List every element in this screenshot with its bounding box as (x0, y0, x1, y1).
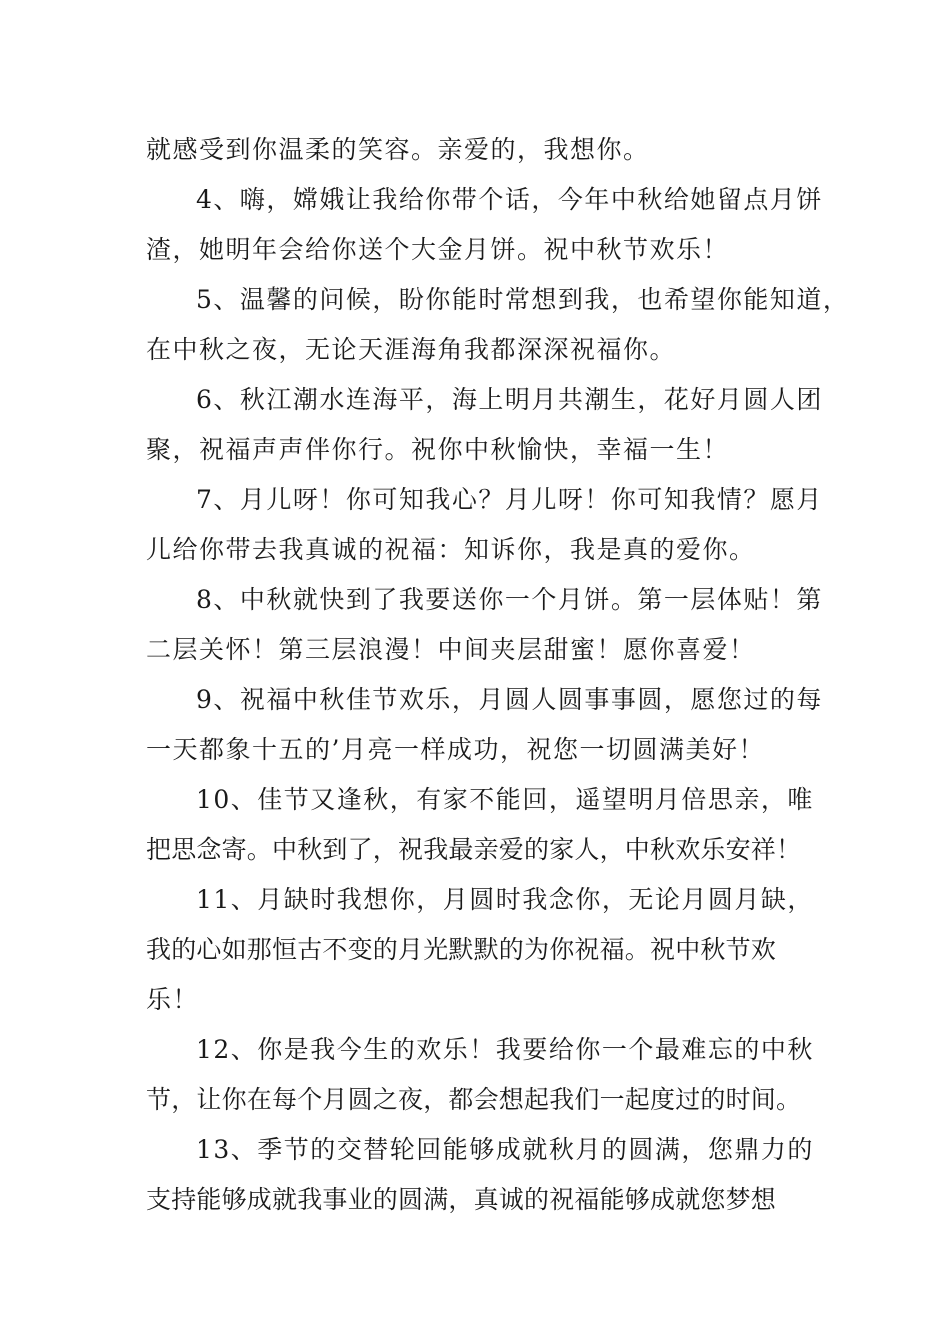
text-line: 12、你是我今生的欢乐！我要给你一个最难忘的中秋 (196, 1035, 814, 1064)
text-line: 8、中秋就快到了我要送你一个月饼。第一层体贴！第 (196, 585, 823, 614)
text-line: 我的心如那恒古不变的月光默默的为你祝福。祝中秋节欢 (146, 935, 777, 964)
text-line: 聚，祝福声声伴你行。祝你中秋愉快，幸福一生！ (146, 435, 730, 464)
text-line: 儿给你带去我真诚的祝福：知诉你，我是真的爱你。 (146, 535, 756, 564)
text-line: 13、季节的交替轮回能够成就秋月的圆满，您鼎力的 (196, 1135, 814, 1164)
text-line: 渣，她明年会给你送个大金月饼。祝中秋节欢乐！ (146, 235, 730, 264)
text-line: 7、月儿呀！你可知我心？月儿呀！你可知我情？愿月 (196, 485, 823, 514)
text-line: 4、嗨，嫦娥让我给你带个话，今年中秋给她留点月饼 (196, 185, 823, 214)
text-line: 乐！ (146, 985, 200, 1014)
text-line: 二层关怀！第三层浪漫！中间夹层甜蜜！愿你喜爱！ (146, 635, 756, 664)
text-line: 9、祝福中秋佳节欢乐，月圆人圆事事圆，愿您过的每 (196, 685, 823, 714)
text-line: 一天都象十五的’月亮一样成功，祝您一切圆满美好！ (146, 735, 765, 764)
text-line: 5、温馨的问候，盼你能时常想到我，也希望你能知道， (196, 285, 850, 314)
text-line: 在中秋之夜，无论天涯海角我都深深祝福你。 (146, 335, 677, 364)
text-line: 就感受到你温柔的笑容。亲爱的，我想你。 (146, 135, 650, 164)
text-line: 支持能够成就我事业的圆满，真诚的祝福能够成就您梦想 (146, 1185, 777, 1214)
text-line: 10、佳节又逢秋，有家不能回，遥望明月倍思亲，唯 (196, 785, 814, 814)
text-line: 节，让你在每个月圆之夜，都会想起我们一起度过的时间。 (146, 1085, 802, 1114)
text-line: 6、秋江潮水连海平，海上明月共潮生，花好月圆人团 (196, 385, 823, 414)
text-line: 把思念寄。中秋到了，祝我最亲爱的家人，中秋欢乐安祥！ (146, 835, 802, 864)
text-line: 11、月缺时我想你，月圆时我念你，无论月圆月缺， (196, 885, 814, 914)
